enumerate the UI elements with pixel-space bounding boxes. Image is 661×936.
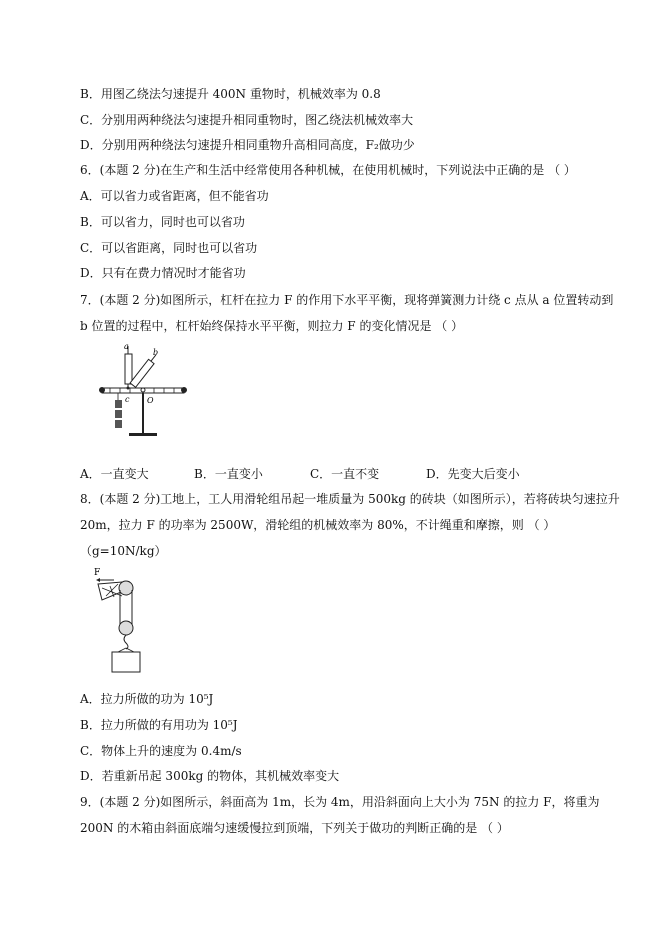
lever-figure (96, 340, 196, 440)
label-b: b (153, 348, 159, 357)
q7-option-a: A．一直变大 (80, 467, 149, 481)
pulley-figure (96, 566, 146, 678)
q7-option-c: C．一直不变 (310, 467, 380, 481)
q8-option-a: A．拉力所做的功为 10⁵J (80, 692, 214, 706)
q5-option-d: D．分别用两种绕法匀速提升相同重物升高相同高度，F₂做功少 (80, 138, 415, 152)
q9-stem-line1: 9．(本题 2 分)如图所示，斜面高为 1m，长为 4m，用沿斜面向上大小为 75N 的拉力 F，将重为 (80, 795, 600, 809)
q5-option-c: C．分别用两种绕法匀速提升相同重物时，图乙绕法机械效率大 (80, 113, 414, 127)
label-c: c (125, 395, 130, 404)
q8-option-c: C．物体上升的速度为 0.4m/s (80, 744, 242, 758)
q8-option-d: D．若重新吊起 300kg 的物体，其机械效率变大 (80, 769, 340, 783)
q8-stem-line1: 8．(本题 2 分)工地上，工人用滑轮组吊起一堆质量为 500kg 的砖块（如图所示），若将砖块匀速拉升 (80, 492, 620, 506)
label-a: a (124, 342, 129, 351)
q7-options (80, 466, 520, 482)
q9-stem-line2: 200N 的木箱由斜面底端匀速缓慢拉到顶端，下列关于做功的判断正确的是 （ ） (80, 821, 509, 835)
q8-stem-line3: （g=10N/kg） (80, 544, 167, 558)
q7-option-d: D．先变大后变小 (426, 467, 520, 481)
q6-option-b: B．可以省力，同时也可以省功 (80, 215, 245, 229)
q6-option-c: C．可以省距离，同时也可以省功 (80, 241, 258, 255)
label-f: F (94, 568, 101, 578)
q8-stem-line2: 20m，拉力 F 的功率为 2500W，滑轮组的机械效率为 80%，不计绳重和摩擦，则 （ ） (80, 518, 556, 532)
q5-option-b: B．用图乙绕法匀速提升 400N 重物时，机械效率为 0.8 (80, 87, 381, 101)
label-o: O (147, 396, 154, 405)
q6-stem: 6．(本题 2 分)在生产和生活中经常使用各种机械，在使用机械时，下列说法中正确的是 （ ） (80, 163, 576, 177)
q7-stem-line2: b 位置的过程中，杠杆始终保持水平平衡，则拉力 F 的变化情况是 （ ） (80, 319, 464, 333)
q7-option-b: B．一直变小 (194, 467, 263, 481)
q7-stem-line1: 7．(本题 2 分)如图所示，杠杆在拉力 F 的作用下水平平衡，现将弹簧测力计绕 c 点从 a 位置转动到 (80, 293, 614, 307)
q6-option-d: D．只有在费力情况时才能省功 (80, 266, 246, 280)
q6-option-a: A．可以省力或省距离，但不能省功 (80, 189, 269, 203)
q8-option-b: B．拉力所做的有用功为 10⁵J (80, 718, 238, 732)
